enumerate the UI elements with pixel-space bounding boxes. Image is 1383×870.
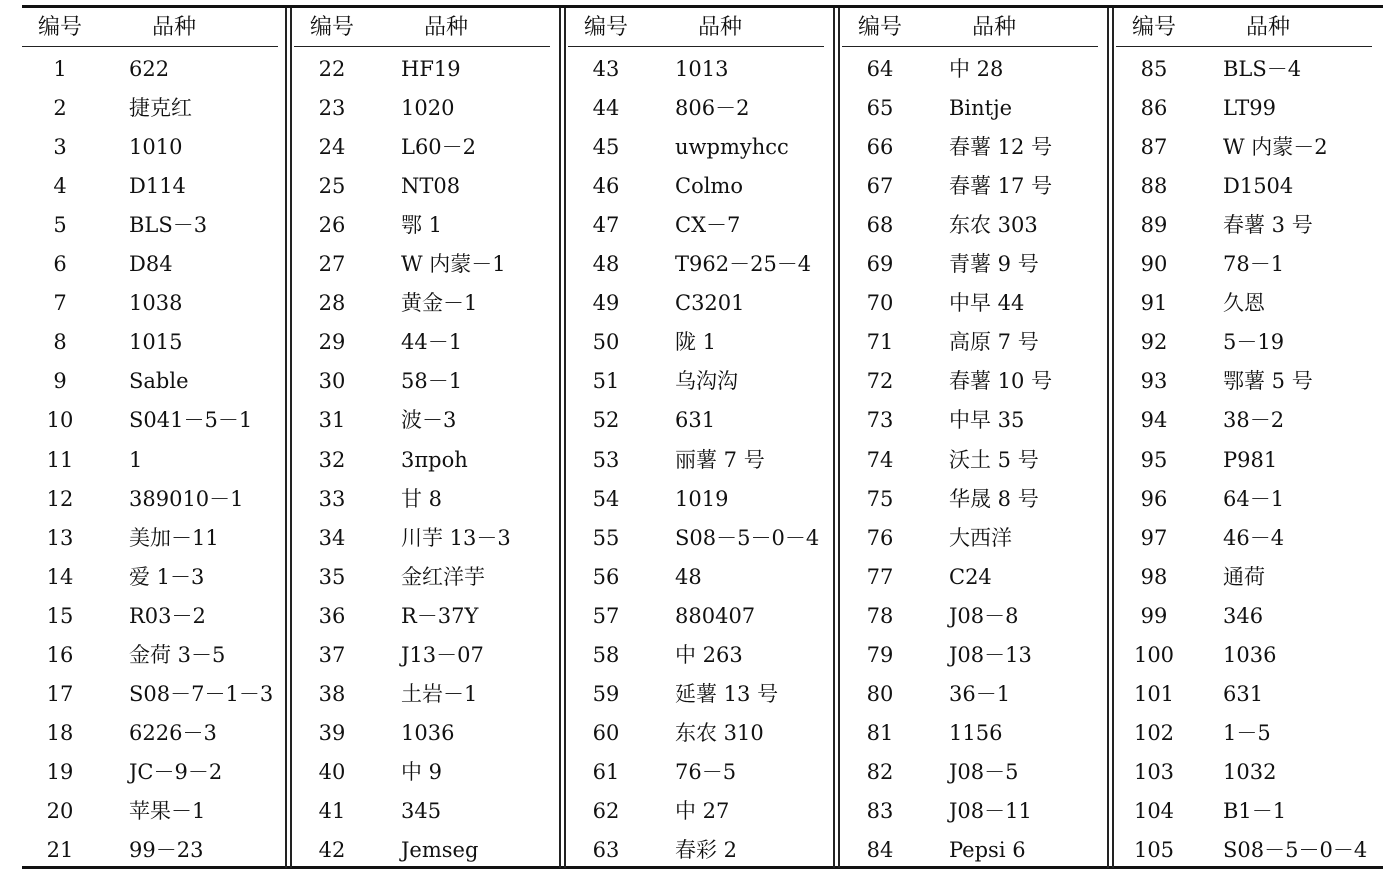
column-separator — [833, 8, 835, 868]
variety-name: 春薯 17 号 — [949, 174, 1053, 199]
variety-name: 苹果－1 — [129, 798, 206, 823]
variety-name: T962－25－4 — [675, 252, 812, 277]
row-number: 1 — [53, 57, 67, 81]
variety-name: 金红洋芋 — [401, 564, 485, 589]
row-number: 104 — [1133, 798, 1175, 823]
row-number: 9 — [53, 369, 67, 394]
row-number: 95 — [1140, 447, 1168, 472]
variety-name: NT08 — [401, 174, 461, 199]
variety-name: S08－5－0－4 — [1223, 838, 1368, 862]
row-number: 12 — [46, 486, 74, 511]
row-number: 47 — [592, 213, 620, 238]
row-number: 101 — [1133, 681, 1175, 706]
row-number: 2 — [53, 96, 67, 121]
row-number: 78 — [866, 603, 894, 628]
row-number: 27 — [318, 252, 346, 277]
row-number: 63 — [592, 838, 620, 862]
row-number: 6 — [53, 252, 67, 277]
variety-name: 6226－3 — [129, 720, 217, 745]
variety-name: 东农 303 — [949, 213, 1038, 238]
header-rule — [568, 46, 824, 47]
row-number: 46 — [592, 174, 620, 199]
variety-name: 青薯 9 号 — [949, 252, 1039, 277]
variety-name: C24 — [949, 564, 992, 589]
variety-name: B1－1 — [1223, 798, 1287, 823]
row-number: 88 — [1140, 174, 1168, 199]
variety-name: 捷克红 — [129, 96, 192, 121]
variety-name: 中早 44 — [949, 291, 1025, 316]
variety-name: 5－19 — [1223, 330, 1285, 355]
variety-name: P981 — [1223, 447, 1278, 472]
variety-name: S08－7－1－3 — [129, 681, 274, 706]
row-number: 31 — [318, 408, 346, 433]
header-rule — [1116, 46, 1372, 47]
row-number: 105 — [1133, 838, 1175, 862]
row-number: 33 — [318, 486, 346, 511]
row-number: 69 — [866, 252, 894, 277]
variety-name: 48 — [675, 564, 702, 589]
variety-name: 延薯 13 号 — [675, 681, 779, 706]
header-number: 编号 — [584, 15, 629, 40]
row-number: 20 — [46, 798, 74, 823]
variety-name: 中 27 — [675, 798, 730, 823]
variety-name: 鄂薯 5 号 — [1223, 369, 1313, 394]
variety-name: 1 — [129, 447, 143, 472]
header-rule — [842, 46, 1098, 47]
variety-name: 丽薯 7 号 — [675, 447, 765, 472]
row-number: 55 — [592, 525, 620, 550]
variety-name: 44－1 — [401, 330, 463, 355]
row-number: 32 — [318, 447, 346, 472]
variety-name: Colmo — [675, 174, 743, 199]
variety-name: HF19 — [401, 57, 461, 81]
row-number: 45 — [592, 135, 620, 160]
row-number: 4 — [53, 174, 67, 199]
row-number: 83 — [866, 798, 894, 823]
row-number: 14 — [46, 564, 74, 589]
row-number: 44 — [592, 96, 620, 121]
variety-name: 波－3 — [401, 408, 457, 433]
variety-name: Pepsi 6 — [949, 838, 1026, 862]
variety-name: 99－23 — [129, 838, 204, 862]
row-number: 65 — [866, 96, 894, 121]
variety-name: R03－2 — [129, 603, 206, 628]
variety-name: J08－8 — [949, 603, 1019, 628]
header-number: 编号 — [858, 15, 903, 40]
row-number: 37 — [318, 642, 346, 667]
variety-name: J08－13 — [949, 642, 1032, 667]
variety-name: 土岩－1 — [401, 681, 478, 706]
header-variety: 品种 — [152, 15, 197, 40]
row-number: 23 — [318, 96, 346, 121]
variety-name: 806－2 — [675, 96, 750, 121]
row-number: 50 — [592, 330, 620, 355]
variety-name: 美加－11 — [129, 525, 219, 550]
variety-name: uwpmyhcc — [675, 135, 789, 160]
column-separator — [564, 8, 566, 868]
row-number: 96 — [1140, 486, 1168, 511]
variety-name: 川芋 13－3 — [401, 525, 511, 550]
row-number: 90 — [1140, 252, 1168, 277]
row-number: 91 — [1140, 291, 1168, 316]
row-number: 70 — [866, 291, 894, 316]
row-number: 79 — [866, 642, 894, 667]
variety-name: 甘 8 — [401, 486, 443, 511]
variety-name: 春薯 10 号 — [949, 369, 1053, 394]
row-number: 15 — [46, 603, 74, 628]
row-number: 10 — [46, 408, 74, 433]
variety-name: 631 — [1223, 681, 1264, 706]
header-variety: 品种 — [424, 15, 469, 40]
variety-name: 46－4 — [1223, 525, 1285, 550]
row-number: 21 — [46, 838, 74, 862]
row-number: 61 — [592, 759, 620, 784]
row-number: 42 — [318, 838, 346, 862]
row-number: 94 — [1140, 408, 1168, 433]
row-number: 41 — [318, 798, 346, 823]
variety-name: 陇 1 — [675, 330, 717, 355]
row-number: 57 — [592, 603, 620, 628]
row-number: 98 — [1140, 564, 1168, 589]
variety-name: J13－07 — [401, 642, 484, 667]
variety-name: 1－5 — [1223, 720, 1271, 745]
row-number: 13 — [46, 525, 74, 550]
variety-name: D114 — [129, 174, 186, 199]
row-number: 62 — [592, 798, 620, 823]
row-number: 18 — [46, 720, 74, 745]
row-number: 68 — [866, 213, 894, 238]
row-number: 89 — [1140, 213, 1168, 238]
row-number: 11 — [46, 447, 74, 472]
row-number: 36 — [318, 603, 346, 628]
row-number: 86 — [1140, 96, 1168, 121]
variety-name: 华晟 8 号 — [949, 486, 1039, 511]
row-number: 34 — [318, 525, 346, 550]
variety-name: 鄂 1 — [401, 213, 443, 238]
row-number: 28 — [318, 291, 346, 316]
variety-name: 345 — [401, 798, 442, 823]
variety-name: 金荷 3－5 — [129, 642, 226, 667]
variety-name: 76－5 — [675, 759, 737, 784]
row-number: 22 — [318, 57, 346, 81]
variety-name: 春薯 3 号 — [1223, 213, 1313, 238]
row-number: 16 — [46, 642, 74, 667]
row-number: 3 — [53, 135, 67, 160]
row-number: 66 — [866, 135, 894, 160]
variety-name: 东农 310 — [675, 720, 764, 745]
variety-name: 58－1 — [401, 369, 463, 394]
row-number: 35 — [318, 564, 346, 589]
variety-name: 1015 — [129, 330, 183, 355]
row-number: 29 — [318, 330, 346, 355]
row-number: 7 — [53, 291, 67, 316]
variety-name: 64－1 — [1223, 486, 1285, 511]
variety-name: 春彩 2 — [675, 838, 738, 862]
variety-name: S041－5－1 — [129, 408, 253, 433]
row-number: 58 — [592, 642, 620, 667]
row-number: 87 — [1140, 135, 1168, 160]
column-separator — [1107, 8, 1109, 868]
row-number: 77 — [866, 564, 894, 589]
row-number: 24 — [318, 135, 346, 160]
column-separator — [285, 8, 287, 868]
row-number: 100 — [1133, 642, 1175, 667]
row-number: 67 — [866, 174, 894, 199]
variety-name: 880407 — [675, 603, 756, 628]
row-number: 48 — [592, 252, 620, 277]
variety-name: 1036 — [1223, 642, 1277, 667]
variety-name: BLS－3 — [129, 213, 208, 238]
variety-name: 346 — [1223, 603, 1264, 628]
variety-name: 1019 — [675, 486, 729, 511]
variety-name: 1020 — [401, 96, 455, 121]
row-number: 43 — [592, 57, 620, 81]
variety-name: 高原 7 号 — [949, 330, 1039, 355]
variety-name: J08－11 — [949, 798, 1032, 823]
variety-name: 78－1 — [1223, 252, 1285, 277]
column-separator — [290, 8, 292, 868]
row-number: 40 — [318, 759, 346, 784]
variety-name: W 内蒙－2 — [1223, 135, 1328, 160]
variety-name: 大西洋 — [949, 525, 1012, 550]
header-variety: 品种 — [972, 15, 1017, 40]
variety-name: 1036 — [401, 720, 455, 745]
row-number: 81 — [866, 720, 894, 745]
row-number: 97 — [1140, 525, 1168, 550]
row-number: 39 — [318, 720, 346, 745]
row-number: 53 — [592, 447, 620, 472]
row-number: 64 — [866, 57, 894, 81]
row-number: 49 — [592, 291, 620, 316]
row-number: 71 — [866, 330, 894, 355]
row-number: 80 — [866, 681, 894, 706]
variety-name: S08－5－0－4 — [675, 525, 820, 550]
variety-name: 1032 — [1223, 759, 1277, 784]
variety-name: JC－9－2 — [129, 759, 223, 784]
header-variety: 品种 — [1246, 15, 1291, 40]
row-number: 56 — [592, 564, 620, 589]
variety-name: D1504 — [1223, 174, 1294, 199]
row-number: 8 — [53, 330, 67, 355]
variety-name: 1038 — [129, 291, 183, 316]
variety-name: Bintje — [949, 96, 1013, 121]
header-variety: 品种 — [698, 15, 743, 40]
row-number: 75 — [866, 486, 894, 511]
header-rule — [294, 46, 550, 47]
variety-name: 久恩 — [1223, 291, 1265, 316]
row-number: 84 — [866, 838, 894, 862]
row-number: 26 — [318, 213, 346, 238]
variety-name: 沃土 5 号 — [949, 447, 1039, 472]
header-rule — [22, 46, 278, 47]
variety-name: J08－5 — [949, 759, 1019, 784]
variety-name: 1156 — [949, 720, 1003, 745]
row-number: 38 — [318, 681, 346, 706]
row-number: 25 — [318, 174, 346, 199]
row-number: 17 — [46, 681, 74, 706]
row-number: 93 — [1140, 369, 1168, 394]
variety-name: 1010 — [129, 135, 183, 160]
row-number: 5 — [53, 213, 67, 238]
variety-name: C3201 — [675, 291, 745, 316]
row-number: 82 — [866, 759, 894, 784]
variety-name: LT99 — [1223, 96, 1276, 121]
header-number: 编号 — [1132, 15, 1177, 40]
row-number: 103 — [1133, 759, 1175, 784]
variety-name: Jemseg — [401, 838, 479, 862]
row-number: 59 — [592, 681, 620, 706]
column-separator — [838, 8, 840, 868]
variety-name: D84 — [129, 252, 173, 277]
row-number: 72 — [866, 369, 894, 394]
row-number: 74 — [866, 447, 894, 472]
row-number: 92 — [1140, 330, 1168, 355]
variety-name: 黄金－1 — [401, 291, 478, 316]
header-number: 编号 — [38, 15, 83, 40]
variety-name: 通荷 — [1223, 564, 1265, 589]
variety-name: 中 28 — [949, 57, 1004, 81]
variety-name: CX－7 — [675, 213, 741, 238]
row-number: 76 — [866, 525, 894, 550]
row-number: 102 — [1133, 720, 1175, 745]
variety-name: Sable — [129, 369, 189, 394]
row-number: 30 — [318, 369, 346, 394]
row-number: 60 — [592, 720, 620, 745]
variety-name: 631 — [675, 408, 716, 433]
variety-name: 36－1 — [949, 681, 1011, 706]
row-number: 54 — [592, 486, 620, 511]
variety-name: 38－2 — [1223, 408, 1285, 433]
row-number: 73 — [866, 408, 894, 433]
variety-name: 3πpoh — [401, 447, 468, 472]
row-number: 19 — [46, 759, 74, 784]
variety-name: 622 — [129, 57, 170, 81]
column-separator — [1112, 8, 1114, 868]
variety-name: L60－2 — [401, 135, 477, 160]
variety-name: R－37Y — [401, 603, 479, 628]
variety-name: 中 263 — [675, 642, 743, 667]
variety-name: 389010－1 — [129, 486, 244, 511]
variety-name: W 内蒙－1 — [401, 252, 506, 277]
variety-name: BLS－4 — [1223, 57, 1302, 81]
row-number: 52 — [592, 408, 620, 433]
header-number: 编号 — [310, 15, 355, 40]
variety-name: 乌沟沟 — [675, 369, 738, 394]
variety-name: 中 9 — [401, 759, 443, 784]
row-number: 51 — [592, 369, 620, 394]
row-number: 99 — [1140, 603, 1168, 628]
variety-name: 春薯 12 号 — [949, 135, 1053, 160]
variety-name: 中早 35 — [949, 408, 1025, 433]
row-number: 85 — [1140, 57, 1168, 81]
variety-name: 1013 — [675, 57, 729, 81]
variety-name: 爱 1－3 — [129, 564, 205, 589]
column-separator — [559, 8, 561, 868]
